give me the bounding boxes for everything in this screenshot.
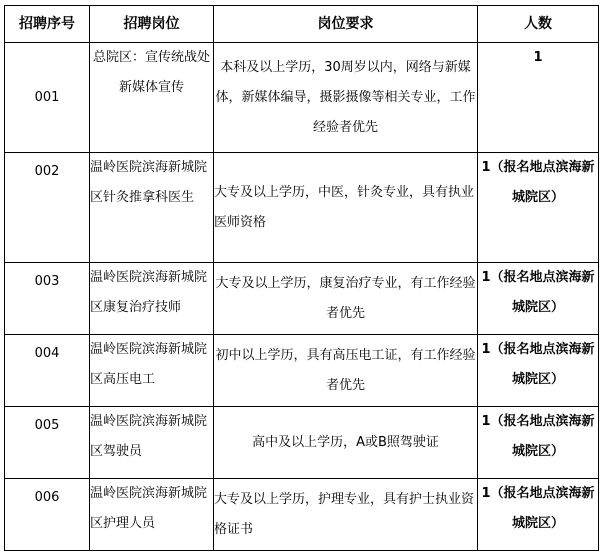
- row-requirement: 大专及以上学历，护理专业，具有护士执业资格证书: [214, 479, 478, 551]
- row-count: 1（报名地点滨海新城院区）: [478, 335, 599, 407]
- table-row: [5, 335, 599, 407]
- header-count: 人数: [478, 6, 599, 43]
- table-row: [5, 153, 599, 263]
- header-serial: 招聘序号: [5, 6, 90, 43]
- row-count: 1（报名地点滨海新城院区）: [478, 263, 599, 335]
- table-row: [5, 479, 599, 551]
- row-serial: 004: [5, 335, 90, 407]
- row-serial: 003: [5, 263, 90, 335]
- row-serial: 006: [5, 479, 90, 551]
- row-requirement: 初中以上学历，具有高压电工证，有工作经验者优先: [214, 335, 478, 407]
- row-count: 1: [478, 43, 599, 153]
- row-requirement: 大专及以上学历，康复治疗专业，有工作经验者优先: [214, 263, 478, 335]
- header-requirement: 岗位要求: [214, 6, 478, 43]
- row-position: 温岭医院滨海新城院区针灸推拿科医生: [90, 153, 214, 263]
- row-position: 温岭医院滨海新城院区护理人员: [90, 479, 214, 551]
- row-requirement: 高中及以上学历，A或B照驾驶证: [214, 407, 478, 479]
- row-position: 温岭医院滨海新城院区康复治疗技师: [90, 263, 214, 335]
- row-count: 1（报名地点滨海新城院区）: [478, 153, 599, 263]
- row-position: 总院区：宣传统战处新媒体宣传: [90, 43, 214, 153]
- table-header-row: [5, 6, 599, 43]
- table-row: [5, 263, 599, 335]
- row-requirement: 本科及以上学历，30周岁以内，网络与新媒体，新媒体编导，摄影摄像等相关专业，工作经验者优先: [214, 43, 478, 153]
- table-row: [5, 43, 599, 153]
- row-serial: 005: [5, 407, 90, 479]
- row-serial: 001: [5, 43, 90, 153]
- header-position: 招聘岗位: [90, 6, 214, 43]
- row-serial: 002: [5, 153, 90, 263]
- row-requirement: 大专及以上学历，中医，针灸专业，具有执业医师资格: [214, 153, 478, 263]
- row-count: 1（报名地点滨海新城院区）: [478, 479, 599, 551]
- row-count: 1（报名地点滨海新城院区）: [478, 407, 599, 479]
- recruitment-table: [4, 5, 599, 551]
- table-row: [5, 407, 599, 479]
- row-position: 温岭医院滨海新城院区高压电工: [90, 335, 214, 407]
- row-position: 温岭医院滨海新城院区驾驶员: [90, 407, 214, 479]
